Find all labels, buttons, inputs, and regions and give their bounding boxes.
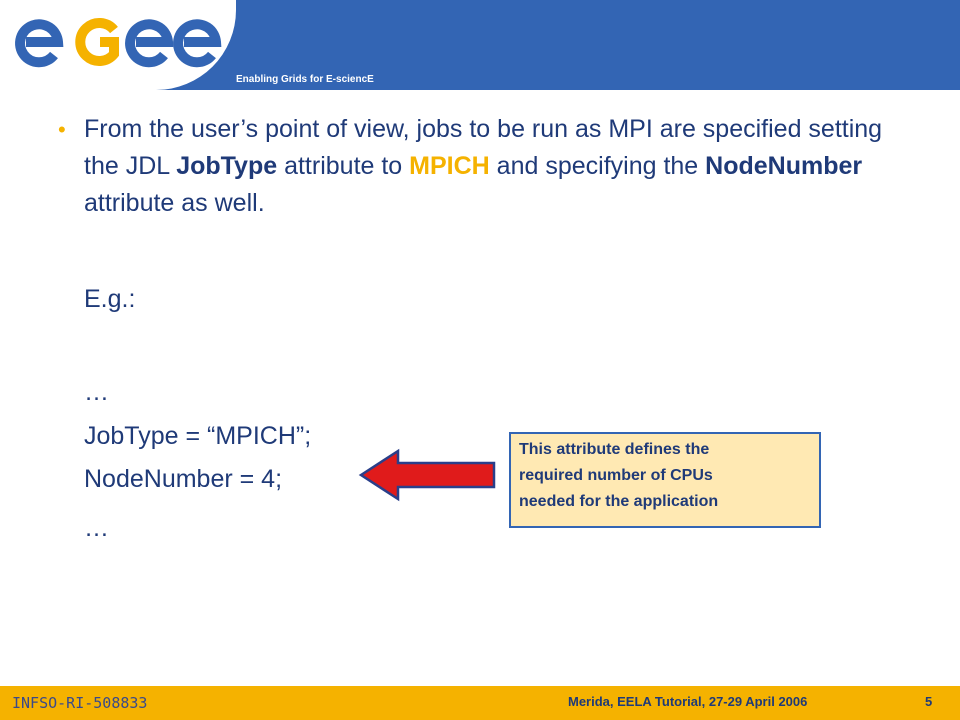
bullet-text — [84, 111, 904, 222]
footer-event: Merida, EELA Tutorial, 27-29 April 2006 — [568, 694, 808, 709]
example-nodenumber-line: NodeNumber = 4; — [84, 465, 283, 493]
keyword-mpich: MPICH — [409, 152, 490, 180]
callout-box — [509, 432, 821, 528]
bullet-text-part1: From the user’s point of view, jobs to be run as MPI are specified setting the JDL — [84, 115, 883, 180]
bullet-text-part3: and specifying the — [489, 152, 706, 180]
example-jobtype-line: JobType = “MPICH”; — [84, 422, 312, 450]
example-ellipsis-top: … — [84, 378, 109, 406]
keyword-nodenumber: NodeNumber — [705, 152, 863, 180]
logo-letter-e1 — [20, 24, 58, 62]
callout-line-3: needed for the application — [519, 493, 719, 510]
bullet-marker-icon: • — [58, 117, 66, 142]
footer-project-id: INFSO-RI-508833 — [12, 694, 148, 712]
logo-letter-g — [80, 23, 114, 61]
bullet-text-part2: attribute to — [277, 152, 410, 180]
egee-logo — [14, 12, 224, 72]
page-number: 5 — [925, 694, 933, 709]
keyword-jobtype: JobType — [176, 152, 278, 180]
bullet-text-part4: attribute as well. — [84, 189, 265, 217]
left-arrow-icon — [358, 448, 498, 502]
callout-line-2: required number of CPUs — [519, 467, 713, 484]
logo-letter-e3 — [178, 24, 216, 62]
header-tagline: Enabling Grids for E-sciencE — [236, 74, 374, 85]
logo-letter-e2 — [130, 24, 168, 62]
example-ellipsis-bottom: … — [84, 514, 109, 542]
example-label: E.g.: — [84, 285, 136, 313]
callout-line-1: This attribute defines the — [519, 441, 710, 458]
